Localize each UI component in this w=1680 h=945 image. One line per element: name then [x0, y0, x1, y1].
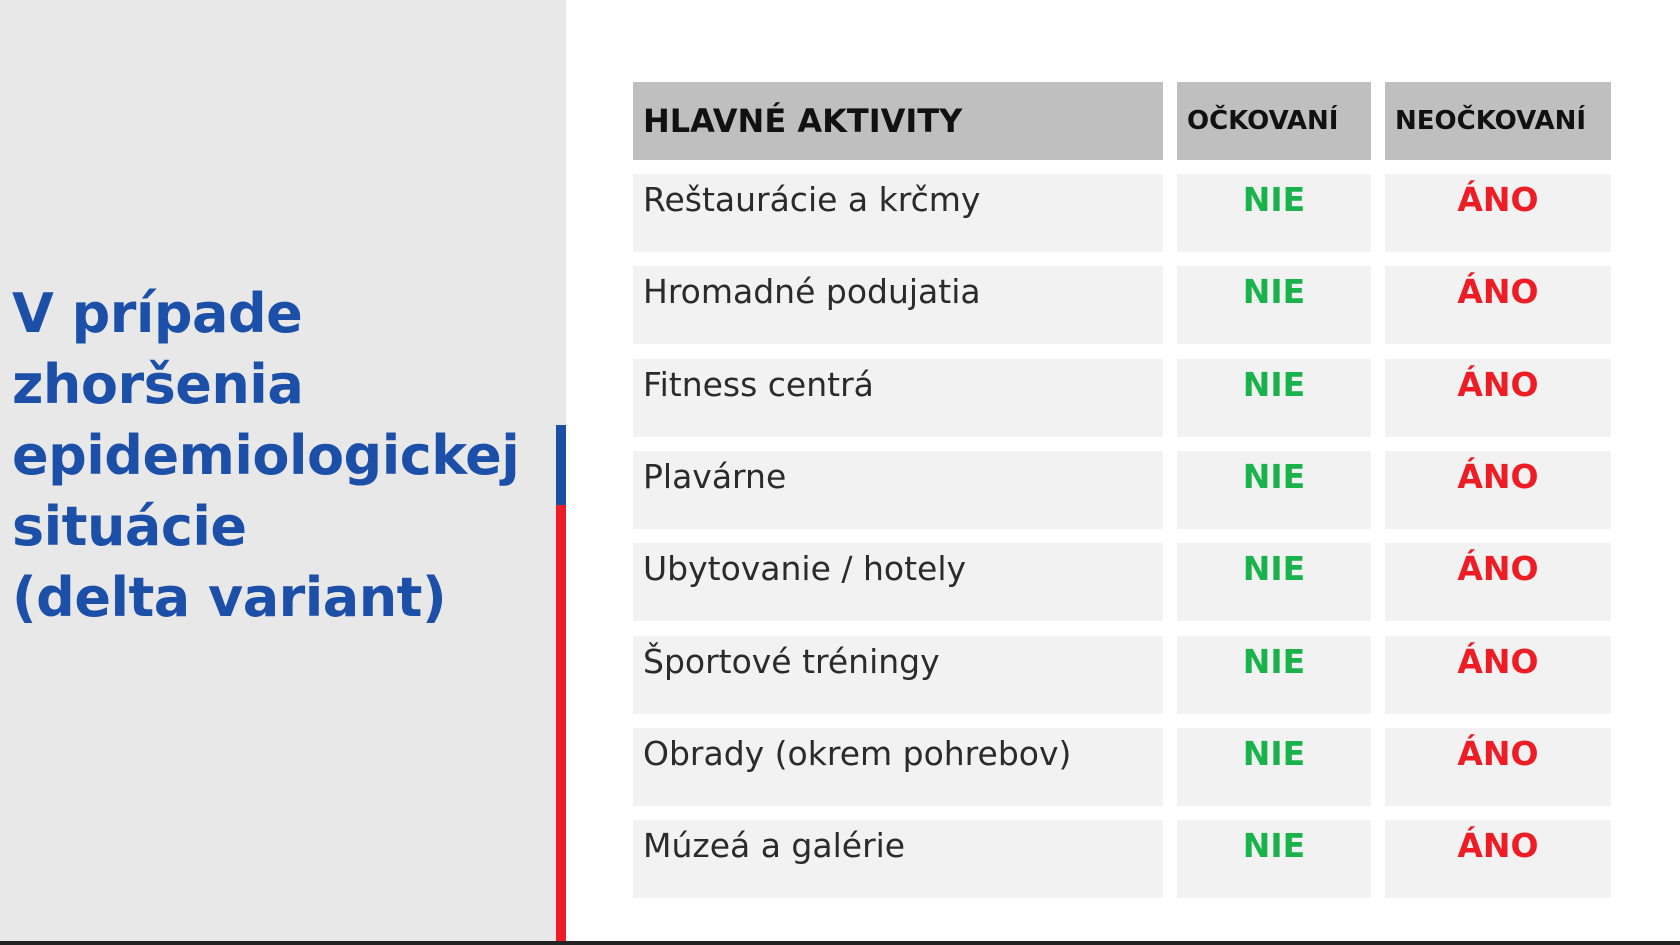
activity-cell: Múzeá a galérie — [633, 820, 1163, 898]
title-line: epidemiologickej — [12, 424, 520, 487]
vaccinated-value: NIE — [1177, 266, 1371, 344]
activity-cell: Obrady (okrem pohrebov) — [633, 728, 1163, 806]
activity-cell: Reštaurácie a krčmy — [633, 174, 1163, 252]
bottom-border — [0, 941, 1680, 945]
activity-cell: Športové tréningy — [633, 636, 1163, 714]
unvaccinated-value: ÁNO — [1385, 728, 1611, 806]
activity-cell: Ubytovanie / hotely — [633, 543, 1163, 621]
unvaccinated-value: ÁNO — [1385, 636, 1611, 714]
vaccinated-value: NIE — [1177, 174, 1371, 252]
vaccinated-value: NIE — [1177, 636, 1371, 714]
header-unvaccinated: NEOČKOVANÍ — [1385, 82, 1611, 160]
slide-title — [12, 278, 552, 633]
unvaccinated-value: ÁNO — [1385, 359, 1611, 437]
flag-stripe-red — [556, 505, 566, 941]
title-line: zhoršenia — [12, 353, 304, 416]
header-activities: HLAVNÉ AKTIVITY — [633, 82, 1163, 160]
vaccinated-value: NIE — [1177, 728, 1371, 806]
flag-stripe-blue — [556, 425, 566, 505]
title-line: (delta variant) — [12, 566, 447, 629]
vaccinated-value: NIE — [1177, 359, 1371, 437]
unvaccinated-value: ÁNO — [1385, 543, 1611, 621]
left-panel — [0, 0, 566, 941]
vaccinated-value: NIE — [1177, 820, 1371, 898]
vaccinated-value: NIE — [1177, 543, 1371, 621]
header-vaccinated: OČKOVANÍ — [1177, 82, 1371, 160]
activity-cell: Plavárne — [633, 451, 1163, 529]
title-line: situácie — [12, 495, 247, 558]
activity-cell: Hromadné podujatia — [633, 266, 1163, 344]
activity-cell: Fitness centrá — [633, 359, 1163, 437]
unvaccinated-value: ÁNO — [1385, 266, 1611, 344]
title-line: V prípade — [12, 282, 303, 345]
unvaccinated-value: ÁNO — [1385, 451, 1611, 529]
unvaccinated-value: ÁNO — [1385, 174, 1611, 252]
unvaccinated-value: ÁNO — [1385, 820, 1611, 898]
vaccinated-value: NIE — [1177, 451, 1371, 529]
